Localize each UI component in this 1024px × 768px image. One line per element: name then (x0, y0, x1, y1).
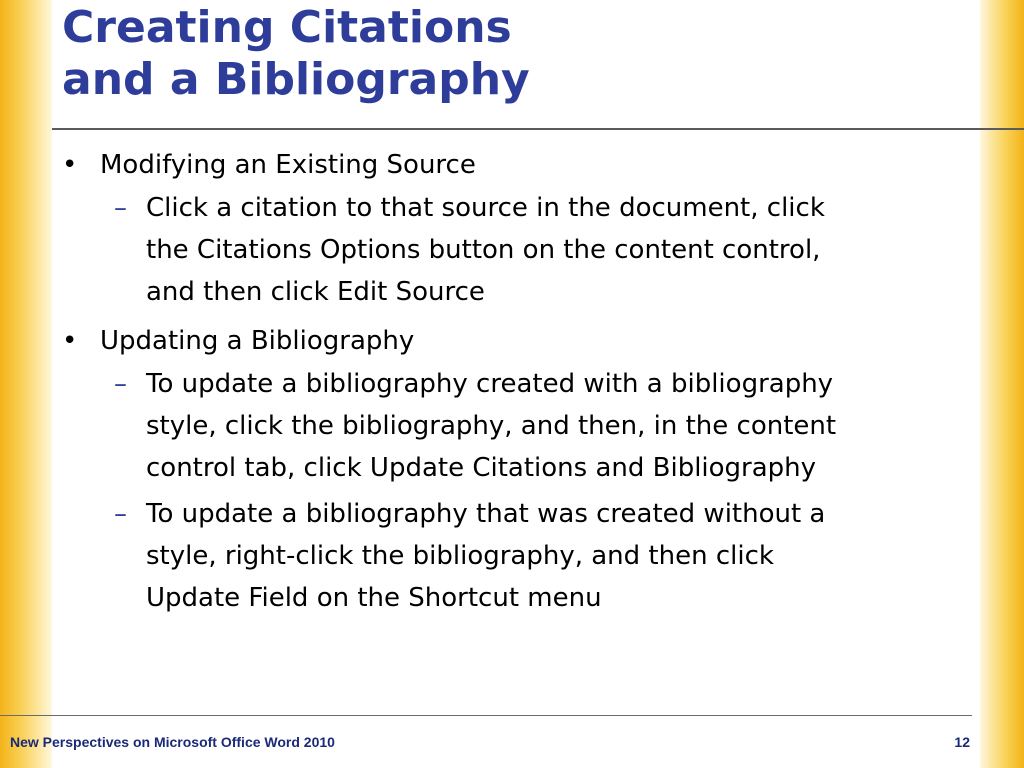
left-decorative-band (0, 0, 52, 768)
slide-content (62, 143, 962, 619)
title-line-2: and a Bibliography (62, 54, 530, 105)
sub-bullet-line: Update Field on the Shortcut menu (146, 583, 602, 613)
bullet-text: Updating a Bibliography (100, 326, 415, 356)
title-divider (52, 128, 1024, 130)
bullet-updating-bibliography (62, 319, 962, 363)
footer-divider (0, 715, 972, 716)
footer-course-title: New Perspectives on Microsoft Office Word 2010 (10, 734, 335, 750)
sub-bullet-edit-source (114, 187, 956, 313)
sub-bullet-update-without-style (114, 493, 956, 619)
bullet-text: Modifying an Existing Source (100, 150, 476, 180)
sub-bullet-line: and then click Edit Source (146, 277, 485, 307)
bullet-modifying-source (62, 143, 962, 187)
right-decorative-band (980, 0, 1024, 768)
sub-bullet-line: Click a citation to that source in the document, click (146, 193, 825, 223)
sub-bullet-marker: – (114, 499, 127, 529)
sub-bullet-line: control tab, click Update Citations and Bibliography (146, 453, 817, 483)
bullet-marker: • (62, 326, 78, 356)
sub-bullet-line: To update a bibliography that was created without a (146, 499, 826, 529)
title-line-1: Creating Citations (62, 2, 512, 53)
sub-bullet-line: style, click the bibliography, and then, in the content (146, 411, 837, 441)
footer-page-number: 12 (954, 734, 970, 750)
slide-title (62, 2, 530, 106)
sub-bullet-line: style, right-click the bibliography, and then click (146, 541, 774, 571)
sub-bullet-line: the Citations Options button on the content control, (146, 235, 821, 265)
sub-bullet-marker: – (114, 193, 127, 223)
sub-bullet-line: To update a bibliography created with a bibliography (146, 369, 834, 399)
sub-bullet-update-with-style (114, 363, 956, 489)
bullet-marker: • (62, 150, 78, 180)
sub-bullet-marker: – (114, 369, 127, 399)
